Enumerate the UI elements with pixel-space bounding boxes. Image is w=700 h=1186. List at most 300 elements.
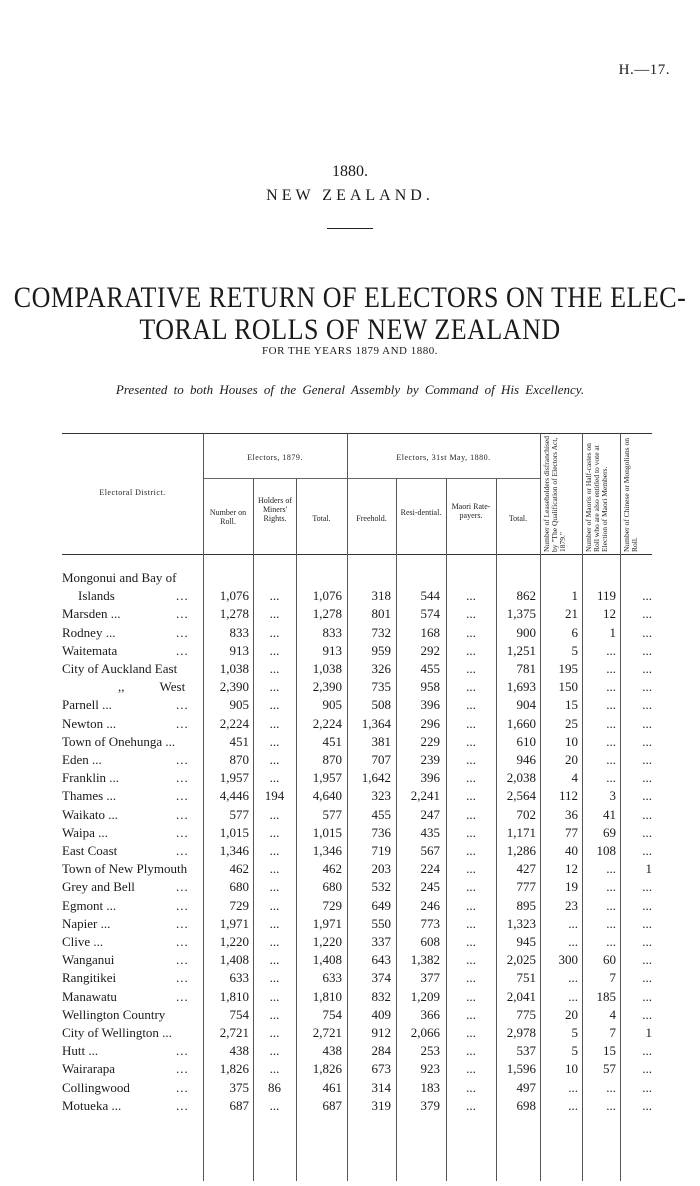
cell-total-1880: 610 bbox=[516, 733, 536, 749]
cell-maori-ratepayers: ... bbox=[466, 661, 476, 676]
cell-leaseholders: 5 bbox=[571, 642, 578, 658]
table-row bbox=[0, 770, 700, 788]
cell-total-1879: 2,721 bbox=[312, 1025, 342, 1040]
cell-miners-rights: ... bbox=[269, 588, 280, 604]
cell-freehold: 801 bbox=[371, 606, 391, 622]
cell-total-1879: 2,390 bbox=[312, 679, 342, 695]
header-maori-ratepayers: Maori Rate-payers. bbox=[451, 502, 491, 520]
cell-number-on-roll: 680 bbox=[229, 879, 249, 895]
cell-chinese: ... bbox=[642, 879, 652, 895]
cell-freehold: 319 bbox=[371, 1097, 391, 1113]
cell-miners-rights: ... bbox=[269, 715, 280, 731]
table-row bbox=[0, 570, 700, 588]
cell-number-on-roll: 1,076 bbox=[219, 588, 249, 604]
district-name: City of Auckland East bbox=[62, 661, 178, 676]
cell-maori-ratepayers: ... bbox=[466, 952, 476, 968]
cell-maoris: ... bbox=[606, 679, 616, 695]
table-row bbox=[0, 1080, 700, 1098]
cell-total-1879: 1,408 bbox=[312, 952, 342, 968]
cell-miners-rights: ... bbox=[269, 770, 280, 786]
cell-miners-rights: ... bbox=[269, 1006, 280, 1022]
cell-maori-ratepayers: ... bbox=[466, 806, 476, 822]
cell-total-1880: 777 bbox=[516, 879, 536, 895]
cell-freehold: 381 bbox=[371, 733, 391, 749]
cell-number-on-roll: 687 bbox=[229, 1097, 249, 1113]
cell-number-on-roll: 4,446 bbox=[219, 788, 249, 804]
cell-maori-ratepayers: ... bbox=[466, 1097, 476, 1113]
cell-freehold: 735 bbox=[371, 679, 391, 695]
cell-total-1880: 1,693 bbox=[506, 679, 536, 695]
cell-maoris: ... bbox=[606, 897, 616, 913]
cell-residential: 958 bbox=[420, 679, 440, 695]
cell-miners-rights: ... bbox=[269, 1043, 280, 1059]
cell-residential: 377 bbox=[420, 970, 440, 986]
cell-freehold: 323 bbox=[371, 788, 391, 804]
cell-residential: 246 bbox=[420, 897, 440, 913]
cell-total-1880: 775 bbox=[516, 1006, 536, 1022]
cell-miners-rights: ... bbox=[269, 843, 280, 858]
cell-leaseholders: 40 bbox=[565, 843, 578, 858]
cell-number-on-roll: 1,038 bbox=[219, 661, 249, 676]
district-dots: ... bbox=[176, 1061, 189, 1077]
cell-chinese: ... bbox=[642, 952, 652, 968]
table-row bbox=[0, 1043, 700, 1061]
cell-total-1879: 461 bbox=[322, 1079, 342, 1095]
cell-leaseholders: ... bbox=[568, 1097, 578, 1113]
cell-maoris: 12 bbox=[603, 606, 616, 622]
cell-leaseholders: 5 bbox=[571, 1025, 578, 1040]
cell-maori-ratepayers: ... bbox=[466, 970, 476, 986]
district-name: Rangitikei bbox=[62, 970, 117, 986]
district-name: Parnell ... bbox=[62, 697, 112, 713]
cell-leaseholders: 10 bbox=[565, 1061, 578, 1077]
district-dots: ... bbox=[176, 1079, 189, 1095]
cell-residential: 396 bbox=[420, 697, 440, 713]
header-total-1879: Total. bbox=[312, 514, 331, 523]
cell-miners-rights: ... bbox=[269, 733, 280, 749]
cell-leaseholders: 77 bbox=[565, 824, 578, 840]
cell-maoris: 7 bbox=[609, 1025, 616, 1040]
cell-miners-rights: 194 bbox=[264, 788, 285, 804]
cell-chinese: ... bbox=[642, 642, 652, 658]
district-name: Eden ... bbox=[62, 752, 102, 767]
cell-total-1880: 1,251 bbox=[506, 642, 536, 658]
cell-leaseholders: ... bbox=[568, 1079, 578, 1095]
cell-freehold: 959 bbox=[371, 642, 391, 658]
cell-number-on-roll: 2,224 bbox=[219, 715, 249, 731]
cell-freehold: 1,364 bbox=[361, 715, 391, 731]
cell-residential: 253 bbox=[420, 1043, 440, 1059]
cell-maoris: 57 bbox=[603, 1061, 616, 1077]
cell-leaseholders: 150 bbox=[558, 679, 578, 695]
cell-total-1879: 913 bbox=[322, 642, 342, 658]
table-row bbox=[0, 898, 700, 916]
cell-maoris: ... bbox=[606, 934, 616, 949]
cell-leaseholders: 5 bbox=[571, 1043, 578, 1059]
cell-total-1880: 1,323 bbox=[506, 915, 536, 931]
cell-total-1879: 1,015 bbox=[312, 824, 342, 840]
cell-total-1880: 904 bbox=[516, 697, 536, 713]
cell-chinese: ... bbox=[642, 679, 652, 695]
cell-miners-rights: ... bbox=[269, 934, 280, 949]
cell-residential: 247 bbox=[420, 806, 440, 822]
cell-freehold: 912 bbox=[371, 1025, 391, 1040]
cell-number-on-roll: 1,278 bbox=[219, 606, 249, 622]
cell-residential: 574 bbox=[420, 606, 440, 622]
cell-number-on-roll: 1,971 bbox=[219, 915, 249, 931]
table-row bbox=[0, 843, 700, 861]
cell-leaseholders: 112 bbox=[558, 788, 578, 804]
cell-maori-ratepayers: ... bbox=[466, 642, 476, 658]
cell-chinese: ... bbox=[642, 788, 652, 804]
cell-chinese: ... bbox=[642, 970, 652, 986]
cell-maoris: 3 bbox=[609, 788, 616, 804]
cell-maori-ratepayers: ... bbox=[466, 624, 476, 640]
cell-maoris: ... bbox=[606, 733, 616, 749]
cell-total-1879: 870 bbox=[322, 752, 342, 767]
cell-miners-rights: ... bbox=[269, 624, 280, 640]
cell-total-1880: 900 bbox=[516, 624, 536, 640]
cell-leaseholders: 20 bbox=[565, 1006, 578, 1022]
cell-miners-rights: ... bbox=[269, 861, 280, 877]
cell-number-on-roll: 462 bbox=[229, 861, 249, 877]
table-row bbox=[0, 643, 700, 661]
table-row bbox=[0, 1098, 700, 1116]
cell-freehold: 550 bbox=[371, 915, 391, 931]
district-dots: ... bbox=[176, 715, 189, 731]
district-dots: ... bbox=[176, 824, 189, 840]
cell-miners-rights: ... bbox=[269, 752, 280, 767]
cell-chinese: ... bbox=[642, 588, 652, 604]
district-name: Hutt ... bbox=[62, 1043, 99, 1059]
group-rule-1880 bbox=[347, 478, 540, 479]
cell-chinese: ... bbox=[642, 715, 652, 731]
cell-total-1879: 1,346 bbox=[312, 843, 342, 858]
district-dots: ... bbox=[176, 1043, 189, 1059]
cell-residential: 608 bbox=[420, 934, 440, 949]
cell-maori-ratepayers: ... bbox=[466, 861, 476, 877]
district-dots: ... bbox=[176, 934, 189, 949]
district-dots: ... bbox=[176, 897, 189, 913]
table-row bbox=[0, 879, 700, 897]
cell-maoris: 185 bbox=[596, 988, 616, 1004]
cell-chinese: ... bbox=[642, 770, 652, 786]
cell-total-1880: 2,025 bbox=[506, 952, 536, 968]
cell-total-1879: 1,971 bbox=[312, 915, 342, 931]
cell-maori-ratepayers: ... bbox=[466, 715, 476, 731]
cell-miners-rights: ... bbox=[269, 988, 280, 1004]
cell-total-1880: 946 bbox=[516, 752, 536, 767]
cell-residential: 245 bbox=[420, 879, 440, 895]
cell-total-1879: 729 bbox=[322, 897, 342, 913]
cell-residential: 296 bbox=[420, 715, 440, 731]
district-name: Manawatu bbox=[62, 988, 117, 1004]
cell-miners-rights: ... bbox=[269, 1061, 280, 1077]
cell-maoris: 69 bbox=[603, 824, 616, 840]
cell-number-on-roll: 1,826 bbox=[219, 1061, 249, 1077]
cell-chinese: ... bbox=[642, 806, 652, 822]
cell-maori-ratepayers: ... bbox=[466, 679, 476, 695]
cell-freehold: 326 bbox=[371, 661, 391, 676]
cell-maoris: ... bbox=[606, 642, 616, 658]
cell-residential: 1,382 bbox=[410, 952, 440, 968]
cell-residential: 455 bbox=[420, 661, 440, 676]
cell-maoris: 119 bbox=[596, 588, 616, 604]
cell-miners-rights: ... bbox=[269, 1025, 280, 1040]
district-name: City of Wellington ... bbox=[62, 1025, 172, 1040]
cell-total-1880: 751 bbox=[516, 970, 536, 986]
cell-maoris: 4 bbox=[609, 1006, 616, 1022]
cell-leaseholders: 300 bbox=[558, 952, 578, 968]
cell-maori-ratepayers: ... bbox=[466, 843, 476, 858]
cell-freehold: 532 bbox=[371, 879, 391, 895]
table-row bbox=[0, 1025, 700, 1043]
cell-chinese: ... bbox=[642, 606, 652, 622]
cell-total-1879: 1,826 bbox=[312, 1061, 342, 1077]
cell-freehold: 707 bbox=[371, 752, 391, 767]
cell-miners-rights: ... bbox=[269, 897, 280, 913]
header-electoral-district: Electoral District. bbox=[99, 488, 166, 497]
cell-chinese: ... bbox=[642, 934, 652, 949]
country-heading: NEW ZEALAND. bbox=[266, 187, 434, 204]
district-dots: ... bbox=[176, 970, 189, 986]
table-row bbox=[0, 916, 700, 934]
cell-residential: 773 bbox=[420, 915, 440, 931]
cell-leaseholders: 19 bbox=[565, 879, 578, 895]
cell-chinese: ... bbox=[642, 915, 652, 931]
cell-total-1880: 698 bbox=[516, 1097, 536, 1113]
cell-chinese: ... bbox=[642, 1006, 652, 1022]
cell-total-1879: 687 bbox=[322, 1097, 342, 1113]
district-dots: ... bbox=[176, 806, 189, 822]
district-name: Motueka ... bbox=[62, 1097, 122, 1113]
cell-number-on-roll: 438 bbox=[229, 1043, 249, 1059]
cell-maori-ratepayers: ... bbox=[466, 897, 476, 913]
cell-maori-ratepayers: ... bbox=[466, 588, 476, 604]
district-dots: ... bbox=[176, 697, 189, 713]
district-name: Clive ... bbox=[62, 934, 104, 949]
district-dots: ... bbox=[176, 952, 189, 968]
district-dots: ... bbox=[176, 915, 189, 931]
cell-miners-rights: ... bbox=[269, 824, 280, 840]
cell-maori-ratepayers: ... bbox=[466, 752, 476, 767]
district-name: Waikato ... bbox=[62, 806, 118, 822]
district-name: Waipa ... bbox=[62, 824, 108, 840]
cell-residential: 366 bbox=[420, 1006, 440, 1022]
cell-freehold: 337 bbox=[371, 934, 391, 949]
table-row bbox=[0, 752, 700, 770]
cell-total-1879: 905 bbox=[322, 697, 342, 713]
cell-maori-ratepayers: ... bbox=[466, 788, 476, 804]
cell-number-on-roll: 1,015 bbox=[219, 824, 249, 840]
table-row bbox=[0, 697, 700, 715]
cell-miners-rights: ... bbox=[269, 806, 280, 822]
cell-leaseholders: 36 bbox=[565, 806, 578, 822]
cell-leaseholders: 6 bbox=[571, 624, 578, 640]
district-dots: ... bbox=[176, 752, 189, 767]
cell-total-1880: 895 bbox=[516, 897, 536, 913]
cell-maoris: ... bbox=[606, 1079, 616, 1095]
cell-total-1880: 862 bbox=[516, 588, 536, 604]
cell-chinese: ... bbox=[642, 897, 652, 913]
cell-number-on-roll: 577 bbox=[229, 806, 249, 822]
cell-freehold: 719 bbox=[371, 843, 391, 858]
district-dots: ... bbox=[176, 788, 189, 804]
cell-maoris: 41 bbox=[603, 806, 616, 822]
cell-residential: 224 bbox=[420, 861, 440, 877]
cell-maori-ratepayers: ... bbox=[466, 697, 476, 713]
cell-total-1880: 1,286 bbox=[506, 843, 536, 858]
cell-maori-ratepayers: ... bbox=[466, 1025, 476, 1040]
divider-rule bbox=[327, 228, 373, 229]
cell-total-1880: 427 bbox=[516, 861, 536, 877]
cell-freehold: 318 bbox=[371, 588, 391, 604]
cell-freehold: 409 bbox=[371, 1006, 391, 1022]
cell-freehold: 455 bbox=[371, 806, 391, 822]
district-dots: ... bbox=[176, 588, 189, 604]
cell-miners-rights: ... bbox=[269, 915, 280, 931]
cell-maori-ratepayers: ... bbox=[466, 879, 476, 895]
cell-maoris: ... bbox=[606, 697, 616, 713]
district-name: Mongonui and Bay of bbox=[62, 570, 177, 585]
cell-total-1880: 497 bbox=[516, 1079, 536, 1095]
cell-miners-rights: ... bbox=[269, 642, 280, 658]
presented-line: Presented to both Houses of the General Assembly by Command of His Excellency. bbox=[115, 382, 585, 397]
cell-freehold: 1,642 bbox=[361, 770, 391, 786]
cell-freehold: 314 bbox=[371, 1079, 391, 1095]
cell-total-1879: 833 bbox=[322, 624, 342, 640]
cell-total-1879: 2,224 bbox=[312, 715, 342, 731]
header-residential: Resi-dential. bbox=[400, 508, 442, 517]
cell-total-1880: 945 bbox=[516, 934, 536, 949]
cell-number-on-roll: 1,810 bbox=[219, 988, 249, 1004]
district-name: Newton ... bbox=[62, 715, 117, 731]
header-miners-rights: Holders of Miners' Rights. bbox=[258, 496, 292, 523]
table-row bbox=[0, 679, 700, 697]
cell-number-on-roll: 833 bbox=[229, 624, 249, 640]
district-name: Egmont ... bbox=[62, 897, 117, 913]
header-total-1880: Total. bbox=[508, 514, 528, 523]
cell-number-on-roll: 1,408 bbox=[219, 952, 249, 968]
table-row bbox=[0, 734, 700, 752]
header-electors-1880: Electors, 31st May, 1880. bbox=[396, 453, 491, 462]
cell-leaseholders: ... bbox=[568, 934, 578, 949]
cell-chinese: ... bbox=[642, 824, 652, 840]
cell-total-1880: 1,171 bbox=[506, 824, 536, 840]
cell-miners-rights: ... bbox=[269, 606, 280, 622]
cell-maori-ratepayers: ... bbox=[466, 733, 476, 749]
cell-total-1879: 1,278 bbox=[312, 606, 342, 622]
cell-total-1880: 781 bbox=[516, 661, 536, 676]
district-name: Marsden ... bbox=[62, 606, 121, 622]
cell-miners-rights: ... bbox=[269, 970, 280, 986]
district-name: Collingwood bbox=[62, 1079, 130, 1095]
district-name: Thames ... bbox=[62, 788, 117, 804]
cell-miners-rights: ... bbox=[269, 697, 280, 713]
cell-chinese: ... bbox=[642, 1061, 652, 1077]
cell-leaseholders: 1 bbox=[571, 588, 578, 604]
cell-total-1880: 1,596 bbox=[506, 1061, 536, 1077]
cell-total-1879: 1,220 bbox=[312, 934, 342, 949]
cell-total-1880: 537 bbox=[516, 1043, 536, 1059]
cell-total-1879: 1,038 bbox=[312, 661, 342, 676]
cell-freehold: 736 bbox=[371, 824, 391, 840]
cell-maoris: ... bbox=[606, 770, 616, 786]
cell-freehold: 374 bbox=[371, 970, 391, 986]
cell-number-on-roll: 633 bbox=[229, 970, 249, 986]
cell-residential: 2,241 bbox=[410, 788, 440, 804]
table-row bbox=[0, 716, 700, 734]
table-row bbox=[0, 625, 700, 643]
cell-maoris: ... bbox=[606, 752, 616, 767]
cell-total-1880: 1,375 bbox=[506, 606, 536, 622]
cell-number-on-roll: 2,390 bbox=[219, 679, 249, 695]
cell-maoris: ... bbox=[606, 661, 616, 676]
header-electors-1879: Electors, 1879. bbox=[247, 453, 303, 462]
cell-maoris: ... bbox=[606, 915, 616, 931]
cell-chinese: ... bbox=[642, 1043, 652, 1059]
table-row bbox=[0, 970, 700, 988]
table-row bbox=[0, 661, 700, 679]
cell-total-1880: 2,041 bbox=[506, 988, 536, 1004]
cell-maori-ratepayers: ... bbox=[466, 824, 476, 840]
cell-number-on-roll: 2,721 bbox=[219, 1025, 249, 1040]
district-dots: ... bbox=[176, 988, 189, 1004]
cell-leaseholders: 21 bbox=[565, 606, 578, 622]
district-dots: ... bbox=[176, 879, 189, 895]
cell-maoris: ... bbox=[606, 879, 616, 895]
table-row bbox=[0, 788, 700, 806]
cell-freehold: 649 bbox=[371, 897, 391, 913]
district-name: ,, West bbox=[118, 679, 186, 695]
district-name: Wellington Country bbox=[62, 1006, 166, 1022]
header-freehold: Freehold. bbox=[356, 514, 387, 523]
cell-total-1880: 2,038 bbox=[506, 770, 536, 786]
table-row bbox=[0, 989, 700, 1007]
cell-leaseholders: 23 bbox=[565, 897, 578, 913]
cell-residential: 544 bbox=[420, 588, 440, 604]
cell-maori-ratepayers: ... bbox=[466, 934, 476, 949]
cell-maoris: 1 bbox=[609, 624, 616, 640]
cell-maoris: 7 bbox=[609, 970, 616, 986]
table-row bbox=[0, 1061, 700, 1079]
cell-residential: 435 bbox=[420, 824, 440, 840]
cell-residential: 396 bbox=[420, 770, 440, 786]
cell-number-on-roll: 1,957 bbox=[219, 770, 249, 786]
district-name: Waitemata bbox=[62, 642, 118, 658]
district-name: Town of Onehunga ... bbox=[62, 733, 176, 749]
cell-total-1880: 1,660 bbox=[506, 715, 536, 731]
cell-freehold: 732 bbox=[371, 624, 391, 640]
title-line-2: TORAL ROLLS OF NEW ZEALAND bbox=[139, 312, 561, 347]
cell-total-1879: 1,957 bbox=[312, 770, 342, 786]
cell-total-1879: 754 bbox=[322, 1006, 342, 1022]
cell-chinese: ... bbox=[642, 988, 652, 1004]
cell-freehold: 508 bbox=[371, 697, 391, 713]
cell-total-1879: 451 bbox=[322, 733, 342, 749]
header-maoris-halfcastes: Number of Maoris or Half-castes on Roll who are also entitled to vote at Election of Maori Members. bbox=[584, 443, 609, 552]
cell-maori-ratepayers: ... bbox=[466, 1079, 476, 1095]
district-dots: ... bbox=[176, 606, 189, 622]
cell-residential: 1,209 bbox=[410, 988, 440, 1004]
cell-leaseholders: ... bbox=[568, 988, 578, 1004]
header-leaseholders: Number of Leaseholders disfranchised by "The Qualification of Electors Act, 1879." bbox=[542, 435, 567, 552]
table-row bbox=[0, 952, 700, 970]
district-name: East Coast bbox=[62, 843, 118, 858]
cell-leaseholders: 20 bbox=[565, 752, 578, 767]
cell-miners-rights: ... bbox=[269, 661, 280, 676]
cell-total-1880: 702 bbox=[516, 806, 536, 822]
